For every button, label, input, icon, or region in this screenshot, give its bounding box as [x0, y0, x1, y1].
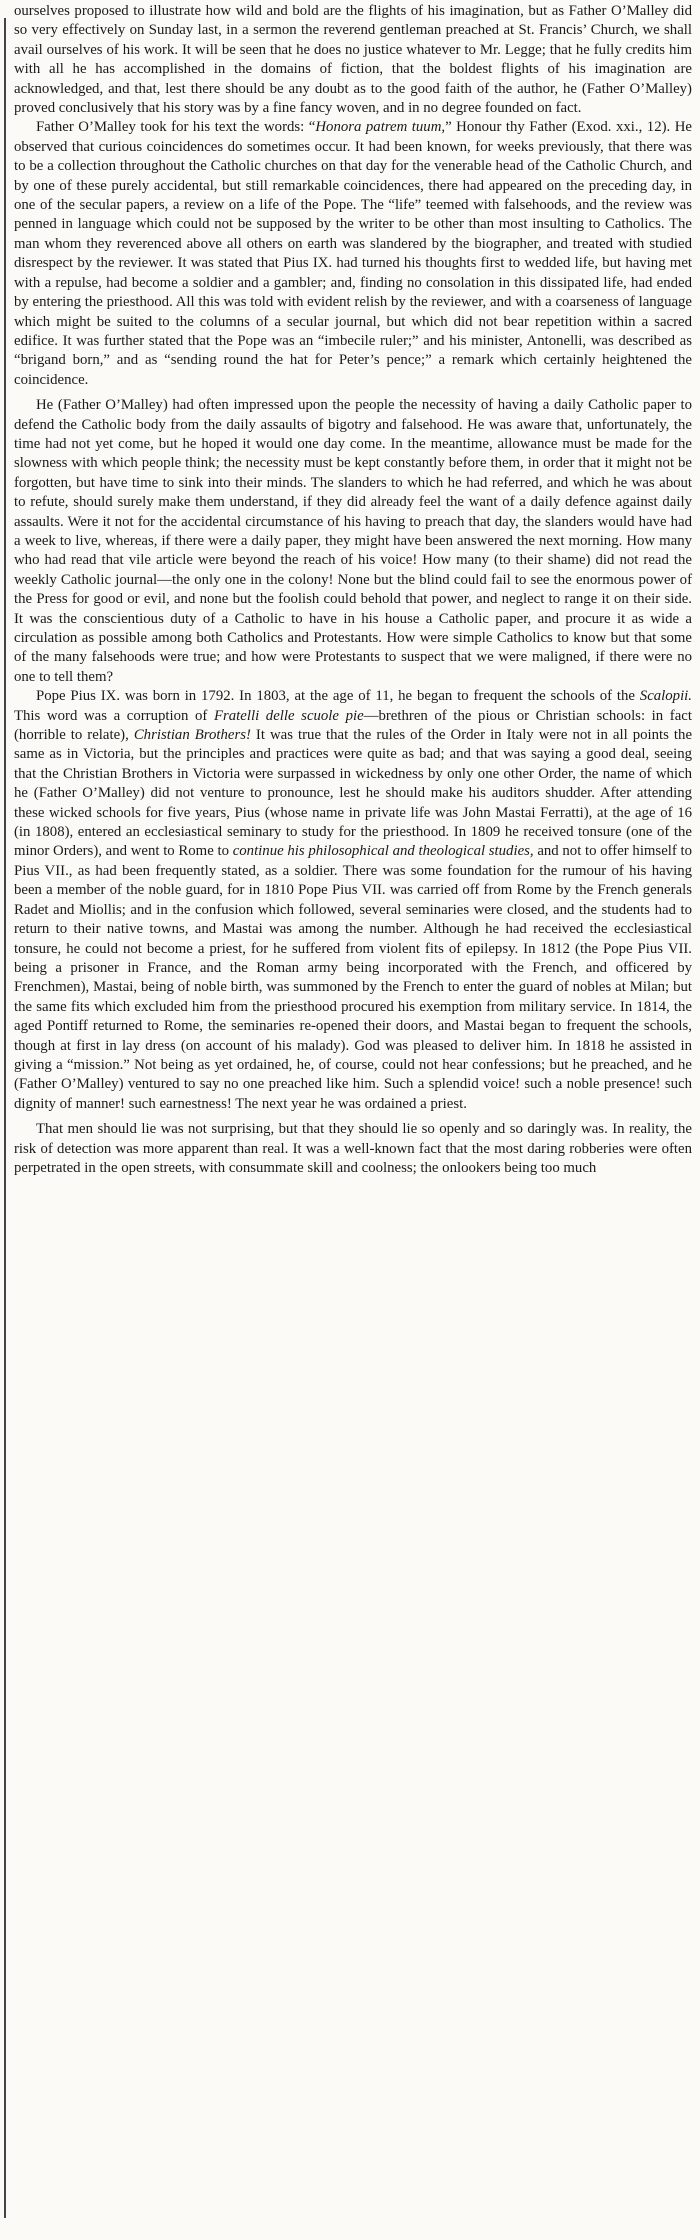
- text-segment: This word was a corruption of: [14, 707, 214, 724]
- paragraph-pius-biography: [14, 687, 692, 1114]
- text-segment: Pope Pius IX. was born in 1792. In 1803, at the age of 11, he began to frequent the schools of the: [36, 688, 640, 705]
- paragraph-lies: [14, 1120, 692, 1178]
- text-segment: ” Honour thy Father (Exod. xxi., 12). He observed that curious coincidences do sometimes occur. It had been known, for weeks previously, that there was to be a collection throughout the Catholic churches on that day for the venerable head of the Catholic Church, and by one of these purely accidental, but still remarkable coincidences, there had appeared on the preceding day, in one of the secular papers, a review on a life of the Pope. The “life” teemed with falsehoods, and the review was penned in language which could not be supposed by the writer to be other than most insulting to Catholics. The man whom they reverenced above all others on earth was slandered by the biographer, and treated with studied disrespect by the reviewer. It was stated that Pius IX. had turned his thoughts first to wedded life, but having met with a repulse, had become a soldier and a gambler; and, finding no consolation in this dissipated life, had ended by entering the priesthood. All this was told with evident relish by the reviewer, and with a coarseness of language which might be suited to the columns of a secular journal, but which did not bear repetition within a sacred edifice. It was further stated that the Pope was an “imbecile ruler;” and his minister, Antonelli, was described as “brigand born,” and as “sending round the hat for Peter’s pence;” a remark which certainly heightened the coincidence.: [14, 119, 692, 388]
- italic-latin-text: Honora patrem tuum,: [315, 119, 446, 136]
- text-segment: and not to offer himself to Pius VII., as had been frequently stated, as a soldier. There was some foundation for the rumour of his having been a member of the noble guard, for in 1810 Pope Pius VII. was carried off from Rome by the French generals Radet and Miollis; and in the confusion which followed, several seminaries were closed, and the students had to return to their native towns, and Mastai was among the number. Although he had received the ecclesiastical tonsure, he could not become a priest, for he suffered from violent fits of epilepsy. In 1812 (the Pope Pius VII. being a prisoner in France, and the Roman army being incorporated with the French, and officered by Frenchmen), Mastai, being of noble birth, was summoned by the French to enter the guard of nobles at Milan; but the same fits which excluded him from the priesthood procured his exemption from military service. In 1814, the aged Pontiff returned to Rome, the seminaries re-opened their doors, and Mastai began to frequent the schools, though at first in lay dress (on account of his malady). God was pleased to deliver him. In 1818 he assisted in giving a “mission.” Not being as yet ordained, he, of course, could not hear confessions; but he preached, and he (Father O’Malley) ventured to say no one preached like him. Such a splendid voice! such a noble presence! such dignity of manner! such earnestness! The next year he was ordained a priest.: [14, 843, 693, 1112]
- text-segment: That men should lie was not surprising, but that they should lie so openly and so daringly was. In reality, the risk of detection was more apparent than real. It was a well-known fact that the most daring robberies were often perpetrated in the open streets, with consummate skill and coolness; the onlookers being too much: [14, 1121, 692, 1176]
- paragraph-sermon-text: [14, 118, 692, 390]
- paragraph-catholic-paper: [14, 396, 692, 687]
- text-segment: He (Father O’Malley) had often impressed upon the people the necessity of having a daily Catholic paper to defend the Catholic body from the daily assaults of bigotry and falsehood. He was aware that, unfortunately, the time had not yet come, but he hoped it would one day come. In the meantime, allowance must be made for the slowness with which people think; the necessity must be kept constantly before them, in order that it might not be forgotten, but have time to sink into their minds. The slanders to which he had referred, and which he was about to refute, should surely make them understand, if they did already feel the want of a daily defence against daily assaults. Were it not for the accidental circumstance of his having to preach that day, the slanders would have had a week to live, whereas, if there were a daily paper, they might have been answered the next morning. How many who had read that vile article were beyond the reach of his voice! How many (to their shame) did not read the weekly Catholic journal—the only one in the colony! None but the blind could fail to see the enormous power of the Press for good or evil, and none but the foolish could behold that power, and neglect to range it on their side. It was the conscientious duty of a Catholic to have in his house a Catholic paper, and procure it as wide a circulation as possible among both Catholics and Protestants. How were simple Catholics to know but that some of the many falsehoods were true; and how were Protestants to suspect that we were maligned, if there were no one to tell them?: [14, 397, 692, 685]
- text-segment: It was true that the rules of the Order in Italy were not in all points the same as in Victoria, but the principles and practices were quite as bad; and that was saying a good deal, seeing that the Christian Brothers in Victoria were surpassed in wickedness by only one other Order, the name of which he (Father O’Malley) did not venture to pronounce, lest he should make his auditors shudder. After attending these wicked schools for five years, Pius (whose name in private life was John Mastai Ferratti), at the age of 16 (in 1808), entered an ecclesiastical seminary to study for the priesthood. In 1809 he received tonsure (one of the minor Orders), and went to Rome to: [14, 727, 693, 860]
- text-segment: Father O’Malley took for his text the words: “: [36, 119, 316, 136]
- text-segment: ourselves proposed to illustrate how wild and bold are the flights of his imagination, but as Father O’Malley did so very effectively on Sunday last, in a sermon the reverend gentleman preached at St. Francis’ Church, we shall avail ourselves of his work. It will be seen that he does no justice whatever to Mr. Legge; that he fully credits him with all he has accomplished in the domains of fiction, that the boldest flights of his imagination are acknowledged, and that, lest there should be any doubt as to the good faith of the author, he (Father O’Malley) proved conclusively that his story was by a fine fancy woven, and in no degree founded on fact.: [14, 3, 692, 117]
- article-column: [14, 2, 692, 1178]
- column-rule: [4, 18, 6, 2218]
- italic-text: continue his philosophical and theological studies,: [232, 843, 534, 860]
- italic-text: Scalopii.: [639, 688, 692, 705]
- text-segment: —brethren of the pious or Christian schools: in fact (horrible to relate),: [14, 707, 692, 744]
- italic-text: Fratelli delle scuole pie: [213, 707, 364, 724]
- paragraph-intro: [14, 2, 692, 118]
- italic-text: Christian Brothers!: [133, 727, 251, 744]
